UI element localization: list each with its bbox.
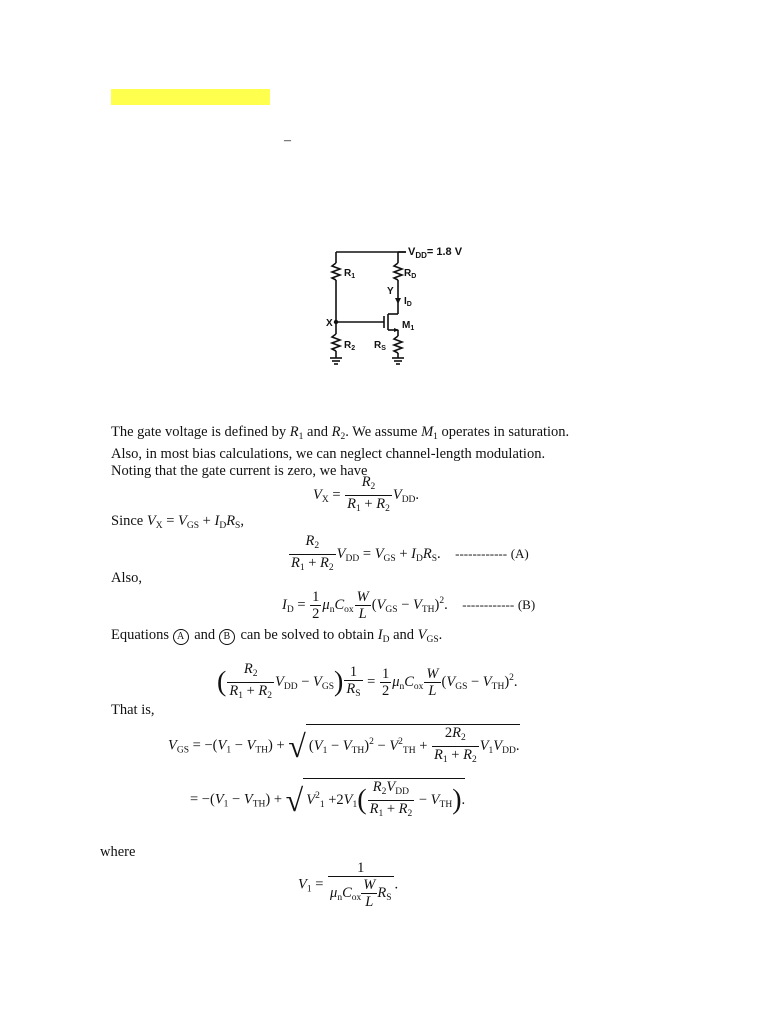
equation-v1: $V_1$ = 1 $\mu_nC_{ox}$ $\frac{W}{L}$ $R_S$ . [298,860,399,910]
intro-paragraph: The gate voltage is defined by $R_1$ and $R_2$. We assume $M_1$ operates in saturation. Also, in most bias calculations, we can neglect channel-length modulation. Noting that the gate current is zero, we have [111,424,570,479]
x-label: X [326,318,333,329]
also-line: Also, [111,570,143,586]
r2-resistor [332,334,340,351]
r1-label: $R_1$ [344,268,356,280]
rs-resistor [394,336,402,353]
dash-mark: – [284,133,291,148]
where-line: where [100,844,136,860]
circuit-diagram [320,238,480,373]
m1-label: $M_1$ [402,320,415,332]
equation-a: $\frac{R_2}{R_1 + R_2}$ $V_{DD} = V_{GS} + I_DR_S$. ------------ (A) [291,533,529,573]
equation-vgs-1: $V_{GS} = -(V_1 - V_{TH})$ + √ $(V_1 - V_{TH})^2 - V^2_{TH}$ + $\frac{2R_2}{R_1 + R_2}$ $V_1V_{DD}$. [168,724,520,768]
equations-line: Equations A and B can be solved to obtain $I_D$ and $V_{GS}$. [111,627,443,645]
tag-a: (A) [510,545,529,561]
equation-vgs-2: = $-(V_1 - V_{TH})$ + √ $V^2_1 +2V_1$( $\frac{R_2V_{DD}}{R_1 + R_2}$ − $V_{TH}$). [190,778,465,822]
id-label: $I_D$ [404,296,412,308]
current-arrow [395,298,401,304]
that-is-line: That is, [111,702,155,718]
y-label: Y [387,286,394,297]
rd-resistor [394,263,402,280]
r1-resistor [332,263,340,280]
r2-label: $R_2$ [344,340,356,352]
yellow-highlight-bar [111,89,270,105]
rs-label: $R_S$ [374,340,386,352]
rd-label: $R_D$ [404,268,417,280]
equation-b: $I_D$ = $\frac{1}{2}$ $\mu_nC_{ox}$ $\frac{W}{L}$ $(V_{GS} - V_{TH})^2$. ------------ (B) [282,589,536,622]
tag-b: (B) [517,596,536,612]
since-line: Since $V_X = V_{GS} + I_DR_S$, [111,513,244,531]
vdd-label: $V_{DD}= 1.8$ V [408,246,463,260]
equation-vx: $V_X$ = $\frac{R_2}{R_1 + R_2}$ $V_{DD}$. [313,474,420,514]
equation-combined: ( $\frac{R_2}{R_1 + R_2}$ $V_{DD} - V_{GS}$) $\frac{1}{R_S}$ = $\frac{1}{2}$ $\mu_nC_{ox}$ $\frac{W}{L}$ $(V_{GS} - V_{TH})^2$. [217,661,518,701]
